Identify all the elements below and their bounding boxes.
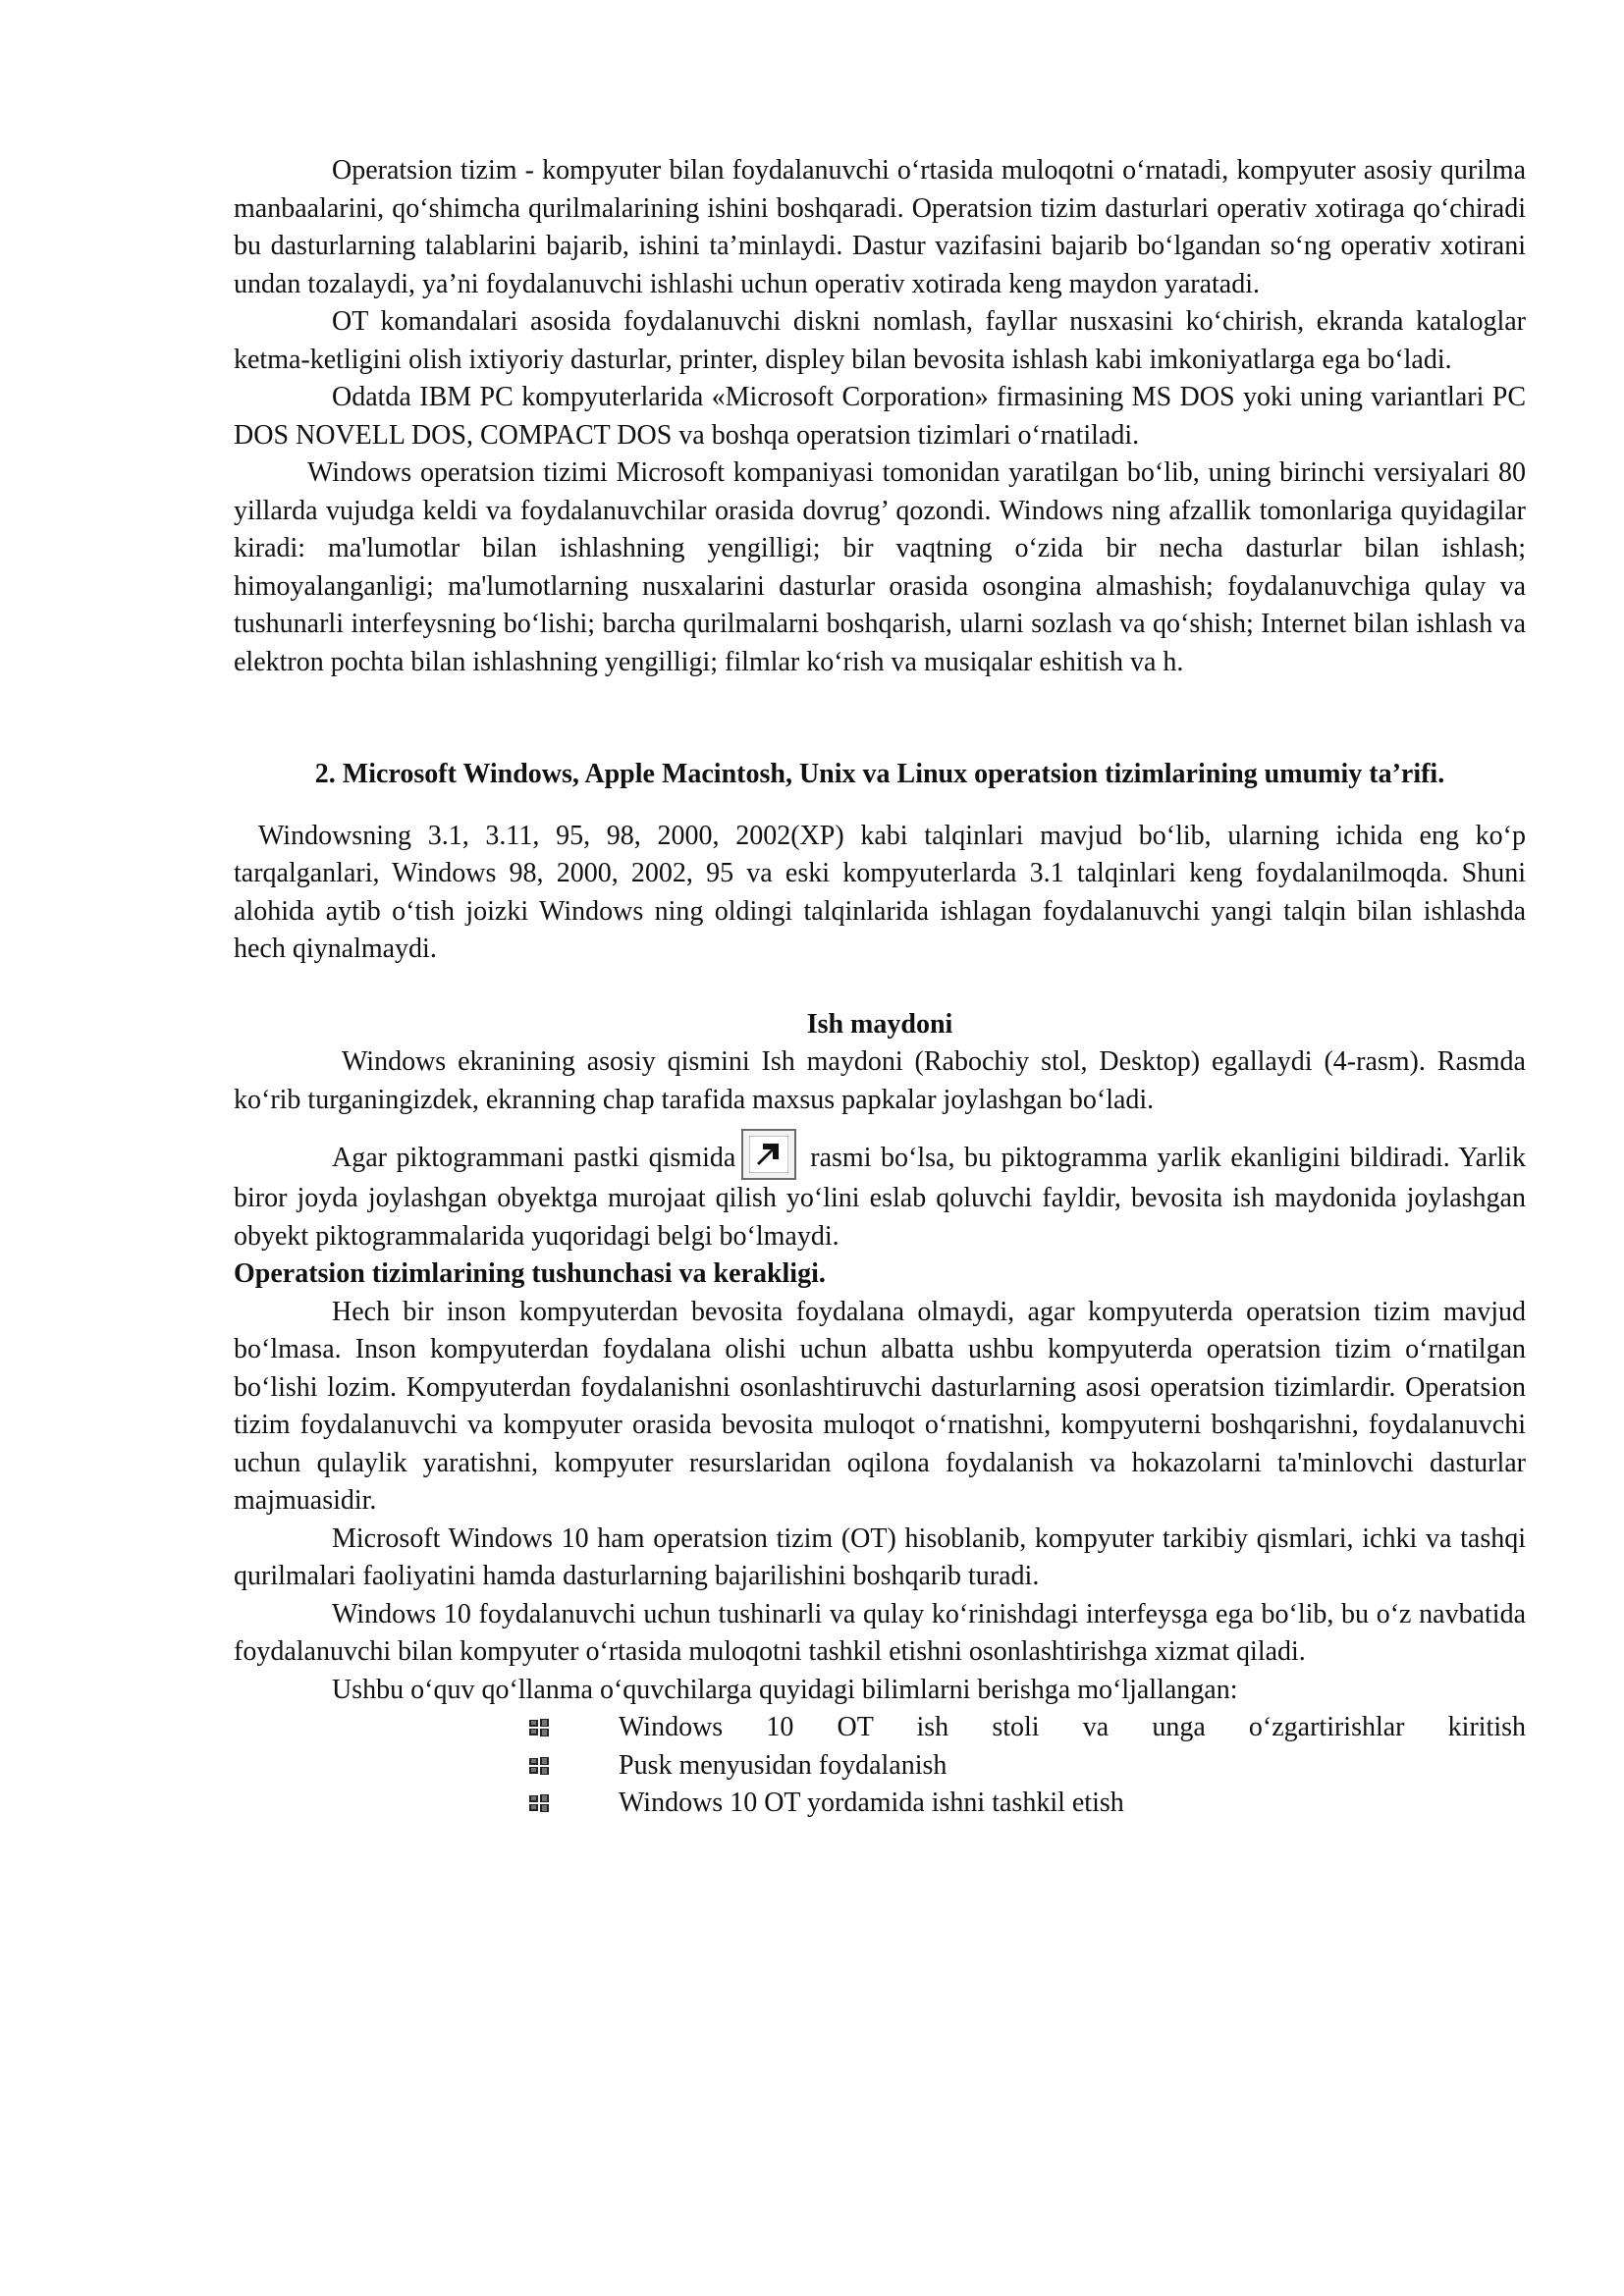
windows-logo-icon	[528, 1756, 550, 1776]
intro-paragraph-3: Odatda IBM PC kompyuterlarida «Microsoft Corporation» firmasining MS DOS yoki uning variantlari PC DOS NOVELL DOS, COMPACT DOS va boshqa operatsion tizimlari o‘rnatiladi.	[234, 382, 1526, 451]
list-item-text: Windows 10 OT yordamida ishni tashkil etish	[619, 1788, 1124, 1818]
intro-paragraph-2: OT komandalari asosida foydalanuvchi diskni nomlash, fayllar nusxasini ko‘chirish, ekranda kataloglar ketma-ketligini olish ixtiyoriy dasturlar, printer, displey bilan bevosita ishlash kabi imkoniyatlarga ega bo‘ladi.	[234, 306, 1526, 375]
concept-paragraph-4: Ushbu o‘quv qo‘llanma o‘quvchilarga quyidagi bilimlarni berishga mo‘ljallangan:	[332, 1674, 1238, 1705]
shortcut-arrow-icon	[741, 1129, 796, 1180]
concept-heading: Operatsion tizimlarining tushunchasi va kerakligi.	[234, 1258, 826, 1289]
shortcut-text-after: rasmi bo‘lsa, bu piktogramma yarlik ekanligini bildiradi. Yarlik biror joyda joylashgan obyektga murojaat qilish yo‘lini eslab qoluvchi fayldir, bevosita ish maydonida joylashgan obyekt piktogrammalarida yuqoridagi belgi bo‘lmaydi.	[234, 1143, 1526, 1252]
list-item	[528, 1747, 1526, 1786]
section-2-paragraph: Windowsning 3.1, 3.11, 95, 98, 2000, 2002(XP) kabi talqinlari mavjud bo‘lib, ularning ichida eng ko‘p tarqalganlari, Windows 98, 2000, 2002, 95 va eski kompyuterlarda 3.1 talqinlari keng foydalanilmoqda. Shuni alohida aytib o‘tish joizki Windows ning oldingi talqinlarida ishlagan foydalanuvchi yangi talqin bilan ishlashda hech qiynalmaydi.	[234, 820, 1526, 964]
ish-maydoni-paragraph-2	[234, 1129, 1526, 1255]
section-2-heading: 2. Microsoft Windows, Apple Macintosh, Unix va Linux operatsion tizimlarining umumiy ta’rifi.	[314, 759, 1445, 789]
list-item-text: Windows 10 OT ish stoli va unga o‘zgartirishlar kiritish	[619, 1712, 1526, 1742]
list-item-text: Pusk menyusidan foydalanish	[619, 1749, 947, 1781]
shortcut-text-before: Agar piktogrammani pastki qismida	[332, 1143, 736, 1173]
concept-paragraph-3: Windows 10 foydalanuvchi uchun tushinarli va qulay ko‘rinishdagi interfeysga ega bo‘lib, bu o‘z navbatida foydalanuvchi bilan kompyuter o‘rtasida muloqotni tashkil etishni osonlashtirishga xizmat qiladi.	[234, 1598, 1526, 1667]
ish-maydoni-heading: Ish maydoni	[806, 1008, 953, 1040]
windows-logo-icon	[528, 1793, 550, 1813]
intro-paragraph-1: Operatsion tizim - kompyuter bilan foydalanuvchi o‘rtasida muloqotni o‘rnatadi, kompyuter asosiy qurilma manbaalarini, qo‘shimcha qurilmalarining ishini boshqaradi. Operatsion tizim dasturlari operativ xotiraga qo‘chiradi bu dasturlarning talablarini bajarib, ishini ta’minlaydi. Dastur vazifasini bajarib bo‘lgandan so‘ng operativ xotirani undan tozalaydi, ya’ni foydalanuvchi ishlashi uchun operativ xotirada keng maydon yaratadi.	[234, 155, 1526, 299]
document-page	[234, 152, 1526, 1823]
concept-paragraph-2: Microsoft Windows 10 ham operatsion tizim (OT) hisoblanib, kompyuter tarkibiy qismlari, ichki va tashqi qurilmalari faoliyatini hamda dasturlarning bajarilishini boshqarib turadi.	[234, 1522, 1526, 1591]
intro-paragraph-4: Windows operatsion tizimi Microsoft kompaniyasi tomonidan yaratilgan bo‘lib, uning birinchi versiyalari 80 yillarda vujudga keldi va foydalanuvchilar orasida dovrug’ qozondi. Windows ning afzallik tomonlariga quyidagilar kiradi: ma'lumotlar bilan ishlashning yengilligi; bir vaqtning o‘zida bir necha dasturlar bilan ishlash; himoyalanganligi; ma'lumotlarning nusxalarini dasturlar orasida osongina almashish; foydalanuvchiga qulay va tushunarli interfeysning bo‘lishi; barcha qurilmalarni boshqarish, ularni sozlash va qo‘shish; Internet bilan ishlash va elektron pochta bilan ishlashning yengilligi; filmlar ko‘rish va musiqalar eshitish va h.	[234, 457, 1526, 677]
ish-maydoni-paragraph-1: Windows ekranining asosiy qismini Ish maydoni (Rabochiy stol, Desktop) egallaydi (4-rasm). Rasmda ko‘rib turganingizdek, ekranning chap tarafida maxsus papkalar joylashgan bo‘ladi.	[234, 1046, 1526, 1115]
list-item	[528, 1785, 1526, 1823]
windows-logo-icon	[528, 1718, 550, 1737]
concept-paragraph-1: Hech bir inson kompyuterdan bevosita foydalana olmaydi, agar kompyuterda operatsion tizim mavjud bo‘lmasa. Inson kompyuterdan foydalana olishi uchun albatta ushbu kompyuterda operatsion tizim o‘rnatilgan bo‘lishi lozim. Kompyuterdan foydalanishni osonlashtiruvchi dasturlarning asosi operatsion tizimlardir. Operatsion tizim foydalanuvchi va kompyuter orasida bevosita muloqot o‘rnatishni, kompyuterni boshqarishni, foydalanuvchi uchun qulaylik yaratishni, kompyuter resurslaridan oqilona foydalanish va hokazolarni ta'minlovchi dasturlar majmuasidir.	[234, 1296, 1526, 1516]
list-item	[528, 1709, 1526, 1747]
knowledge-list	[234, 1709, 1526, 1823]
